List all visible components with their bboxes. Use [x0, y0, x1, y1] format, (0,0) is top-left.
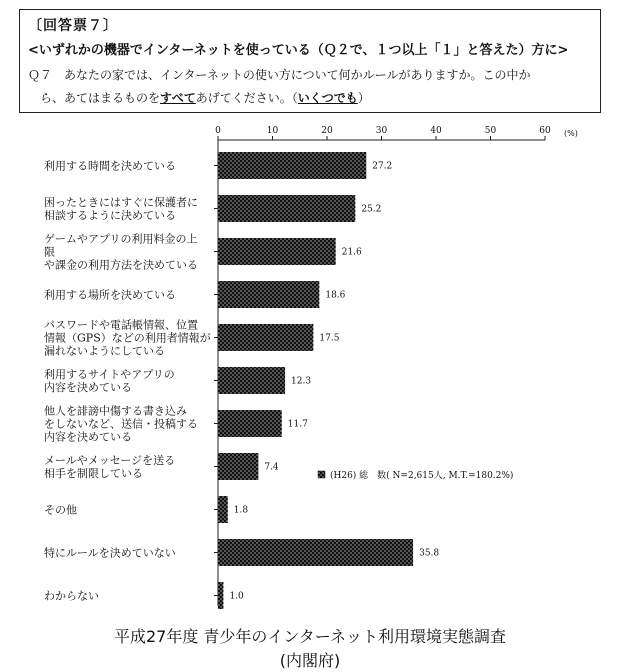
bar	[218, 539, 413, 566]
category-label: や課金の利用方法を決めている	[44, 258, 198, 272]
value-label: 25.2	[361, 204, 382, 215]
value-label: 21.6	[341, 247, 362, 258]
category-label: 内容を決めている	[44, 381, 132, 394]
category-label: その他	[44, 503, 77, 517]
value-label: 35.8	[419, 548, 440, 559]
value-label: 27.2	[372, 161, 393, 172]
bar	[218, 152, 366, 179]
source-agency: (内閣府)	[279, 651, 341, 670]
category-label: 情報（GPS）などの利用者情報が	[44, 331, 211, 345]
category-label: 相談するように決めている	[44, 209, 176, 222]
bar	[218, 238, 336, 265]
category-label: パスワードや電話帳情報、位置	[44, 318, 198, 332]
bar	[218, 582, 223, 609]
category-label: 限	[44, 245, 55, 259]
question-text-part: ）	[357, 91, 370, 105]
bar	[218, 324, 313, 351]
x-tick-label: 10	[266, 126, 279, 136]
category-label: わからない	[44, 589, 99, 603]
value-label: 7.4	[264, 462, 279, 473]
x-tick-label: 30	[375, 126, 388, 136]
question-box	[19, 9, 601, 113]
category-label: 他人を誹謗中傷する書き込み	[44, 404, 187, 418]
bar	[218, 496, 228, 523]
category-label: 利用する場所を決めている	[44, 288, 176, 302]
category-label: 利用する時間を決めている	[44, 159, 176, 173]
bar	[218, 281, 319, 308]
value-label: 17.5	[319, 333, 340, 344]
value-label: 18.6	[325, 290, 346, 301]
x-tick-label: 60	[539, 126, 551, 136]
question-text-line2	[28, 89, 370, 106]
x-tick-label: 0	[215, 126, 221, 136]
x-tick-label: 50	[484, 126, 497, 136]
category-label: メールやメッセージを送る	[44, 454, 176, 467]
unit-label: (%)	[564, 129, 578, 138]
category-label: 内容を決めている	[44, 430, 132, 444]
question-text-line1: Ｑ７ あなたの家では、インターネットの使い方について何かルールがありますか。この中か	[28, 68, 531, 82]
x-tick-label: 20	[321, 126, 333, 136]
x-tick-label: 40	[430, 126, 442, 136]
value-label: 1.8	[233, 505, 249, 516]
question-text-part: あげてください。（	[195, 91, 298, 105]
emphasis-multiple: いくつでも	[297, 91, 358, 105]
category-label: 利用するサイトやアプリの	[44, 368, 175, 381]
bar-chart	[0, 118, 620, 618]
category-label: 相手を制限している	[44, 467, 143, 480]
source-title: 平成27年度 青少年のインターネット利用環境実態調査	[113, 627, 506, 646]
emphasis-all: すべて	[160, 91, 196, 105]
question-text-part: ら、あてはまるものを	[28, 91, 161, 105]
value-label: 12.3	[291, 376, 312, 387]
category-label: 漏れないようにしている	[44, 344, 165, 358]
value-label: 11.7	[287, 419, 308, 430]
legend-label: (H26) 総 数( N=2,615人, M.T.=180.2%)	[330, 471, 514, 481]
value-label: 1.0	[229, 591, 244, 602]
category-label: をしないなど、送信・投稿する	[44, 417, 198, 431]
bar	[218, 195, 355, 222]
bar	[218, 453, 258, 480]
category-label: ゲームやアプリの利用料金の上	[44, 232, 198, 246]
respondent-condition: <いずれかの機器でインターネットを使っている（Ｑ２で、１つ以上「１」と答えた）方に>	[28, 43, 569, 58]
category-label: 困ったときにはすぐに保護者に	[44, 196, 198, 209]
bar	[218, 367, 285, 394]
category-label: 特にルールを決めていない	[44, 546, 176, 560]
bar	[218, 410, 282, 437]
answer-card-title: 〔回答票７〕	[28, 18, 118, 34]
legend-swatch	[318, 471, 325, 478]
